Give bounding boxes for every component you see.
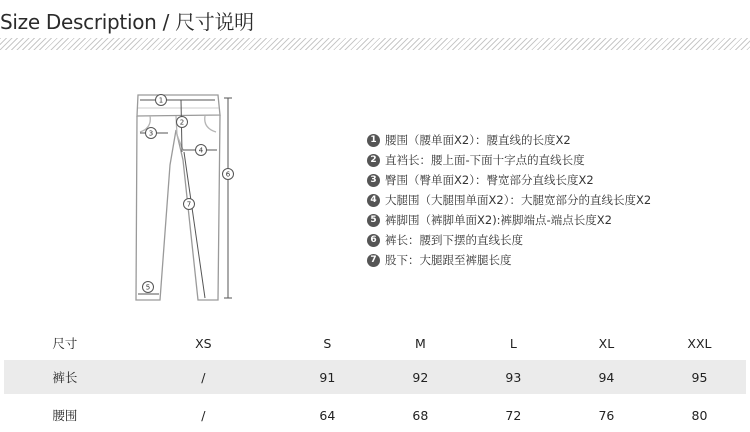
legend-text: 腰围（腰单面X2）：腰直线的长度X2 bbox=[385, 133, 571, 147]
marker-1: 1 bbox=[158, 96, 164, 105]
legend-item bbox=[367, 210, 651, 230]
measurement-legend bbox=[367, 130, 651, 270]
marker-7: 7 bbox=[186, 200, 192, 209]
legend-item bbox=[367, 230, 651, 250]
pants-diagram bbox=[0, 50, 260, 320]
table-cell: 93 bbox=[467, 360, 560, 394]
legend-text: 裤长：腰到下摆的直线长度 bbox=[385, 233, 523, 247]
marker-3: 3 bbox=[148, 129, 154, 138]
header-size: 尺寸 bbox=[52, 336, 78, 351]
table-row bbox=[4, 360, 746, 394]
table-cell: 72 bbox=[505, 407, 522, 423]
legend-item bbox=[367, 190, 651, 210]
marker-6: 6 bbox=[225, 170, 231, 179]
table-cell: 80 bbox=[691, 407, 708, 423]
marker-5: 5 bbox=[145, 283, 151, 292]
table-cell: 91 bbox=[281, 360, 374, 394]
row-label: 腰围 bbox=[52, 408, 78, 423]
table-cell: 94 bbox=[560, 360, 653, 394]
legend-text: 大腿围（大腿围单面X2）：大腿宽部分的直线长度X2 bbox=[385, 193, 652, 207]
table-cell: / bbox=[126, 360, 281, 394]
legend-text: 股下：大腿跟至裤腿长度 bbox=[385, 253, 512, 267]
legend-number-badge: 6 bbox=[367, 234, 380, 247]
header-xl: XL bbox=[598, 335, 615, 351]
table-cell: 95 bbox=[653, 360, 746, 394]
header-l: L bbox=[509, 335, 517, 351]
legend-item bbox=[367, 130, 651, 150]
header-xs: XS bbox=[195, 335, 212, 351]
header-m: M bbox=[414, 335, 426, 351]
title-underline-hatch bbox=[0, 38, 750, 50]
size-table bbox=[4, 326, 746, 432]
page-title: Size Description / 尺寸说明 bbox=[0, 10, 254, 34]
legend-text: 裤脚围（裤脚单面X2):裤脚端点-端点长度X2 bbox=[385, 213, 612, 227]
legend-item bbox=[367, 150, 651, 170]
header-xxl: XXL bbox=[687, 335, 712, 351]
legend-number-badge: 7 bbox=[367, 254, 380, 267]
table-header-row bbox=[4, 326, 746, 360]
legend-number-badge: 4 bbox=[367, 194, 380, 207]
legend-number-badge: 3 bbox=[367, 174, 380, 187]
table-cell: 92 bbox=[374, 360, 467, 394]
table-cell: 64 bbox=[319, 407, 336, 423]
legend-number-badge: 1 bbox=[367, 134, 380, 147]
table-row bbox=[4, 398, 746, 432]
legend-text: 臀围（臀单面X2）：臀宽部分直线长度X2 bbox=[385, 173, 594, 187]
header-s: S bbox=[323, 335, 332, 351]
legend-item bbox=[367, 250, 651, 270]
legend-number-badge: 5 bbox=[367, 214, 380, 227]
marker-2: 2 bbox=[179, 118, 185, 127]
table-cell: / bbox=[201, 407, 206, 423]
legend-number-badge: 2 bbox=[367, 154, 380, 167]
table-cell: 68 bbox=[412, 407, 429, 423]
row-label: 裤长 bbox=[4, 360, 126, 394]
legend-item bbox=[367, 170, 651, 190]
legend-text: 直裆长：腰上面-下面十字点的直线长度 bbox=[385, 153, 585, 167]
marker-4: 4 bbox=[198, 146, 204, 155]
table-cell: 76 bbox=[598, 407, 615, 423]
